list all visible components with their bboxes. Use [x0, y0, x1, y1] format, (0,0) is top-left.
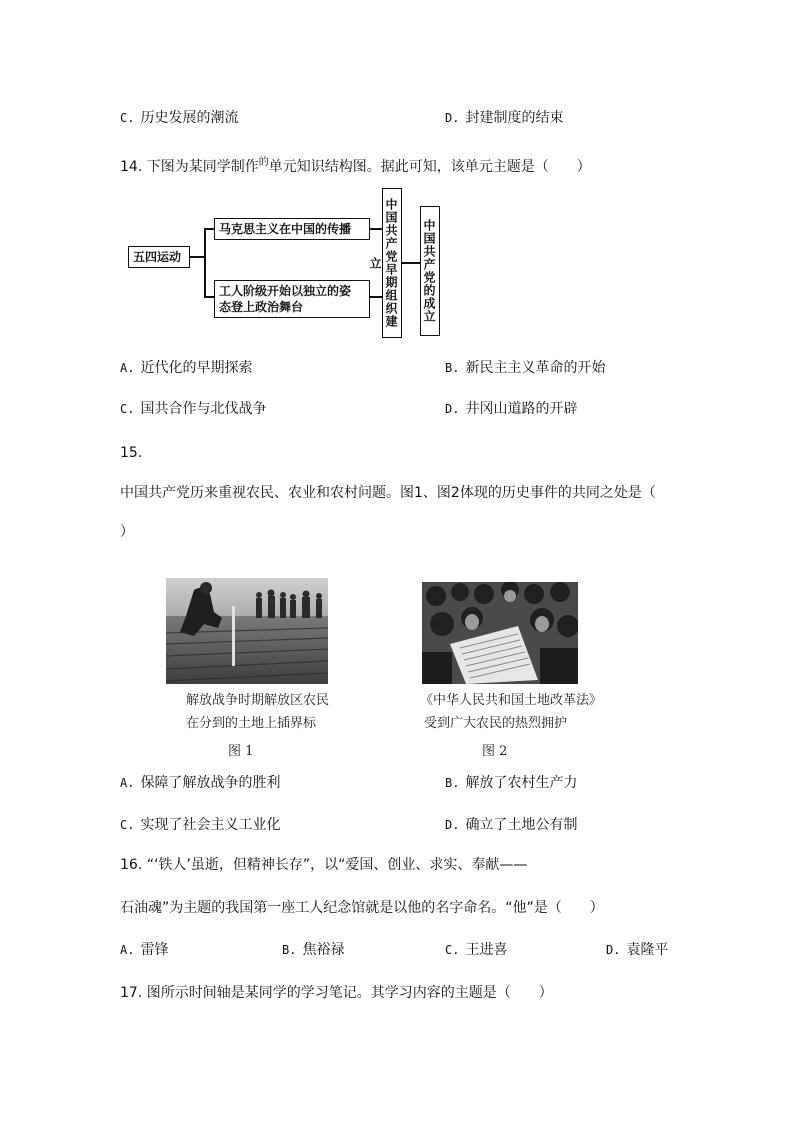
option-text: 雷锋 [140, 942, 169, 958]
q14-option-b [445, 358, 605, 378]
diagram-branch2-box [214, 280, 370, 318]
option-label: B. [445, 361, 460, 375]
diagram-branch1-box [214, 218, 370, 240]
option-label: C. [120, 402, 135, 416]
diagram-branch2-line1: 工人阶级开始以独立的姿 [219, 284, 352, 298]
q15-option-d [445, 815, 577, 835]
figure2-photo [422, 582, 578, 684]
diagram-end-text: 中国共产党的成立 [422, 219, 436, 323]
option-text: 确立了土地公有制 [465, 817, 578, 833]
option-label: D. [445, 818, 460, 832]
figure1-label: 图 1 [228, 744, 254, 759]
connector [370, 228, 382, 230]
q16-stem-line1 [120, 855, 527, 875]
option-text: 保障了解放战争的胜利 [140, 775, 281, 791]
diagram-root-box [128, 246, 190, 268]
q16-stem-line2: 石油魂”为主题的我国第一座工人纪念馆就是以他的名字命名。“他”是（ ） [120, 900, 604, 916]
connector [370, 296, 382, 298]
figure2-label: 图 2 [482, 744, 508, 759]
option-text: 井冈山道路的开辟 [465, 401, 578, 417]
q14-option-d [445, 399, 577, 419]
option-text: 封建制度的结束 [465, 110, 564, 126]
option-text: 历史发展的潮流 [140, 110, 239, 126]
q16-option-b [282, 940, 344, 960]
q15-stem-line2: ） [120, 524, 134, 540]
option-text: 国共合作与北伐战争 [140, 401, 267, 417]
q15-number: 15. [120, 445, 143, 461]
option-label: C. [120, 818, 135, 832]
option-label: D. [606, 943, 621, 957]
connector [190, 256, 204, 258]
diagram-branch1-text: 马克思主义在中国的传播 [219, 222, 352, 236]
q14-stem [120, 153, 591, 177]
stem-text: 单元知识结构图。据此可知，该单元主题是（ ） [268, 159, 591, 175]
stem-text: 图所示时间轴是某同学的学习笔记。其学习内容的主题是（ ） [146, 985, 553, 1001]
option-label: A. [120, 776, 135, 790]
figure1-photo [166, 578, 328, 684]
stem-text: 下图为某同学制作 [146, 159, 259, 175]
q15-option-a [120, 773, 280, 793]
connector [402, 262, 420, 264]
q13-option-c [120, 108, 238, 128]
figure2-caption-line2: 受到广大农民的热烈拥护 [424, 716, 568, 731]
option-text: 焦裕禄 [302, 942, 345, 958]
option-label: C. [120, 111, 135, 125]
option-text: 新民主主义革命的开始 [465, 360, 606, 376]
q16-option-d [606, 940, 668, 960]
option-label: A. [120, 943, 135, 957]
figure1-caption-line1: 解放战争时期解放区农民 [186, 693, 330, 708]
option-text: 袁隆平 [626, 942, 669, 958]
q14-option-a [120, 358, 252, 378]
option-label: C. [445, 943, 460, 957]
question-number: 14. [120, 159, 143, 175]
q16-option-c [445, 940, 507, 960]
option-text: 实现了社会主义工业化 [140, 817, 281, 833]
stem-text: “‘铁人’虽逝，但精神长存”，以“爱国、创业、求实、奉献—— [146, 857, 528, 873]
diagram-mid-box [368, 188, 402, 338]
connector [204, 296, 214, 298]
stem-sup: 的 [258, 157, 269, 168]
option-label: D. [445, 111, 460, 125]
diagram-mid-text: 中国共产党早期组织建立 [368, 198, 398, 328]
q13-option-d [445, 108, 563, 128]
option-label: D. [445, 402, 460, 416]
diagram-branch2-line2: 态登上政治舞台 [219, 300, 304, 314]
q15-stem-line1: 中国共产党历来重视农民、农业和农村问题。图1、图2体现的历史事件的共同之处是（ [120, 485, 656, 501]
option-label: A. [120, 361, 135, 375]
knowledge-structure-diagram [120, 186, 450, 342]
question-number: 17. [120, 985, 143, 1001]
q15-option-c [120, 815, 280, 835]
connector [204, 228, 206, 296]
q16-option-a [120, 940, 168, 960]
diagram-end-box [420, 206, 440, 336]
figure1-caption-line2: 在分到的土地上插界标 [186, 716, 317, 731]
option-text: 近代化的早期探索 [140, 360, 253, 376]
question-number: 16. [120, 857, 143, 873]
q15-option-b [445, 773, 577, 793]
option-label: B. [445, 776, 460, 790]
option-text: 解放了农村生产力 [465, 775, 578, 791]
option-label: B. [282, 943, 297, 957]
option-text: 王进喜 [465, 942, 508, 958]
figure2-caption-line1: 《中华人民共和国土地改革法》 [420, 693, 603, 708]
diagram-root-text: 五四运动 [133, 250, 182, 264]
q14-option-c [120, 399, 266, 419]
connector [204, 228, 214, 230]
q17-stem [120, 983, 553, 1003]
